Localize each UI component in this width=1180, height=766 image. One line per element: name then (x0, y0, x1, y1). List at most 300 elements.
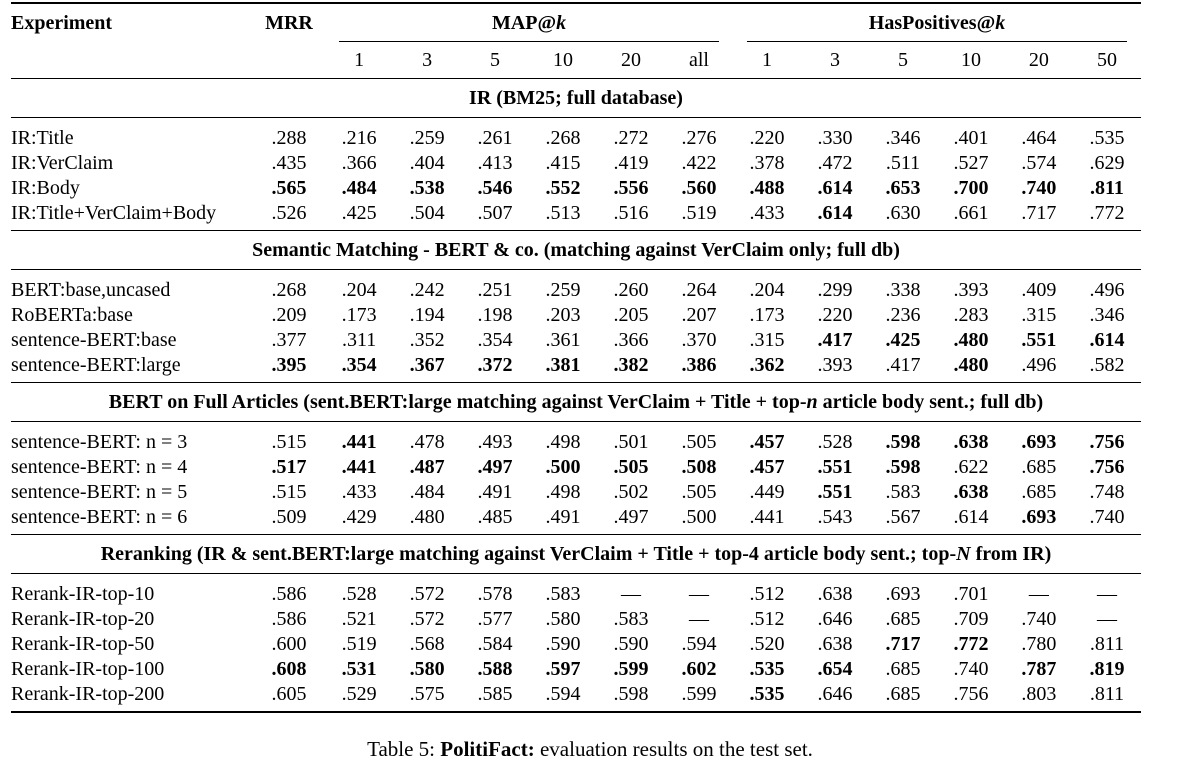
experiment-name: sentence-BERT:large (11, 354, 181, 376)
table-row (11, 574, 1141, 608)
metric-value: .509 (271, 506, 307, 528)
metric-value: .700 (953, 177, 989, 199)
metric-value: .685 (1021, 456, 1057, 478)
metric-value: .614 (817, 202, 853, 224)
header-row-1 (11, 3, 1141, 42)
metric-value: .366 (341, 152, 377, 174)
metric-value: .520 (749, 633, 785, 655)
map-k-header: 5 (490, 48, 501, 71)
metric-value: .717 (885, 633, 921, 655)
hp-k-header: 50 (1096, 48, 1117, 71)
metric-value: .586 (271, 583, 307, 605)
metric-value: .242 (409, 279, 445, 301)
table-body (11, 79, 1141, 713)
metric-value: .504 (409, 202, 445, 224)
metric-value: .315 (1021, 304, 1057, 326)
metric-value: .811 (1089, 633, 1125, 655)
metric-value: .354 (477, 329, 513, 351)
metric-value: — (1096, 583, 1117, 605)
metric-value: .413 (477, 152, 513, 174)
metric-value: .756 (937, 682, 1005, 712)
metric-value: .780 (1021, 633, 1057, 655)
metric-value: .194 (409, 304, 445, 326)
metric-value: .580 (409, 658, 445, 680)
metric-value: .429 (341, 506, 377, 528)
header-spacer (11, 42, 253, 79)
metric-value: .748 (1089, 481, 1125, 503)
metric-value: .521 (341, 608, 377, 630)
metric-value: .315 (749, 329, 785, 351)
metric-value: .597 (545, 658, 581, 680)
metric-value: .288 (271, 127, 307, 149)
metric-value: .531 (341, 658, 377, 680)
map-k-header: 3 (422, 48, 433, 71)
metric-value: .693 (1021, 431, 1057, 453)
metric-value: .236 (885, 304, 921, 326)
header-spacer (253, 42, 325, 79)
section-title-part: Semantic Matching - BERT & co. (matching against VerClaim only; full db) (252, 238, 900, 261)
metric-value: .646 (817, 608, 853, 630)
metric-value: .685 (885, 658, 921, 680)
metric-value: .393 (817, 354, 853, 376)
metric-value: — (621, 583, 642, 605)
section-title (11, 535, 1141, 574)
metric-value: .638 (953, 481, 989, 503)
metric-value: .220 (749, 127, 785, 149)
metric-value: .605 (253, 682, 325, 712)
table-row (11, 455, 1141, 480)
experiment-name: Rerank-IR-top-100 (11, 658, 165, 680)
metric-value: .505 (681, 481, 717, 503)
table-row (11, 422, 1141, 456)
table-row (11, 118, 1141, 152)
table-row (11, 607, 1141, 632)
section-title-part: from IR) (970, 542, 1052, 565)
section-header-row (11, 231, 1141, 270)
table-row (11, 176, 1141, 201)
metric-value: .433 (341, 481, 377, 503)
section-title-part: N (956, 542, 971, 565)
metric-value: .484 (341, 177, 377, 199)
metric-value: .646 (801, 682, 869, 712)
metric-value: .515 (271, 431, 307, 453)
metric-value: .580 (545, 608, 581, 630)
section-title-part: Reranking (IR & sent.BERT:large matching against VerClaim + Title + top-4 article body sent.; top- (100, 542, 957, 565)
metric-value: .740 (953, 658, 989, 680)
experiment-name: IR:Body (11, 177, 80, 199)
metric-value: .585 (461, 682, 529, 712)
section-title-part: article body sent.; full db) (817, 390, 1044, 413)
metric-value: .203 (545, 304, 581, 326)
section-title-part: n (806, 390, 818, 413)
metric-value: .260 (613, 279, 649, 301)
table-row (11, 303, 1141, 328)
metric-value: .276 (681, 127, 717, 149)
metric-value: .598 (885, 456, 921, 478)
experiment-name: sentence-BERT:base (11, 329, 177, 351)
metric-value: .661 (953, 202, 989, 224)
metric-value: .209 (271, 304, 307, 326)
metric-value: .496 (1021, 354, 1057, 376)
metric-value: .546 (477, 177, 513, 199)
metric-value: .198 (477, 304, 513, 326)
metric-value: .362 (749, 354, 785, 376)
metric-value: .173 (341, 304, 377, 326)
metric-value: .299 (817, 279, 853, 301)
metric-value: .543 (817, 506, 853, 528)
metric-value: .409 (1021, 279, 1057, 301)
metric-value: .528 (817, 431, 853, 453)
metric-value: .740 (1021, 608, 1057, 630)
metric-value: .572 (409, 608, 445, 630)
metric-value: .598 (885, 431, 921, 453)
metric-value: .709 (953, 608, 989, 630)
metric-value: .491 (477, 481, 513, 503)
experiment-name: RoBERTa:base (11, 304, 133, 326)
metric-value: .366 (613, 329, 649, 351)
metric-value: .498 (545, 431, 581, 453)
metric-value: .693 (885, 583, 921, 605)
metric-value: .264 (681, 279, 717, 301)
metric-value: .493 (477, 431, 513, 453)
metric-value: .574 (1021, 152, 1057, 174)
metric-value: .717 (1021, 202, 1057, 224)
metric-value: .464 (1021, 127, 1057, 149)
section-title (11, 79, 1141, 118)
metric-value: — (689, 583, 709, 605)
table-row (11, 201, 1141, 231)
metric-value: .352 (409, 329, 445, 351)
map-group-underline (339, 41, 719, 42)
metric-value: .173 (749, 304, 785, 326)
metric-value: .586 (271, 608, 307, 630)
table-row (11, 505, 1141, 535)
metric-value: .425 (885, 329, 921, 351)
metric-value: .512 (749, 608, 785, 630)
results-table (11, 2, 1141, 713)
metric-value: .528 (341, 583, 377, 605)
metric-value: .590 (545, 633, 581, 655)
metric-value: .519 (341, 633, 377, 655)
metric-value: .205 (613, 304, 649, 326)
metric-value: .378 (749, 152, 785, 174)
table-row (11, 270, 1141, 304)
section-title (11, 383, 1141, 422)
metric-value: .251 (477, 279, 513, 301)
experiment-name: sentence-BERT: n = 6 (11, 506, 188, 528)
metric-value: — (689, 608, 709, 630)
metric-value: .535 (733, 682, 801, 712)
caption-prefix: Table 5: (367, 737, 441, 761)
experiment-name: Rerank-IR-top-200 (11, 682, 253, 712)
metric-value: .772 (1089, 202, 1125, 224)
experiment-name: sentence-BERT: n = 3 (11, 431, 188, 453)
experiment-name: IR:VerClaim (11, 152, 114, 174)
hp-k-header: 3 (829, 48, 840, 71)
metric-value: .583 (885, 481, 921, 503)
metric-value: .756 (1089, 456, 1125, 478)
metric-value: .472 (817, 152, 853, 174)
metric-value: .417 (885, 354, 921, 376)
metric-value: .756 (1089, 431, 1125, 453)
metric-value: .259 (545, 279, 581, 301)
metric-value: .513 (545, 202, 581, 224)
metric-value: .268 (545, 127, 581, 149)
metric-value: .819 (1089, 658, 1125, 680)
metric-value: .594 (681, 633, 717, 655)
metric-value: .435 (271, 152, 307, 174)
experiment-name: Rerank-IR-top-50 (11, 633, 155, 655)
metric-value: .311 (341, 329, 377, 351)
metric-value: .216 (341, 127, 377, 149)
map-k-header: 1 (354, 48, 365, 71)
metric-value: .457 (749, 456, 785, 478)
metric-value: .551 (1021, 329, 1057, 351)
metric-value: .449 (749, 481, 785, 503)
metric-value: .638 (817, 583, 853, 605)
metric-value: .441 (749, 506, 785, 528)
metric-value: .568 (409, 633, 445, 655)
metric-value: .401 (953, 127, 989, 149)
metric-value: .578 (477, 583, 513, 605)
metric-value: .614 (817, 177, 853, 199)
metric-value: .516 (613, 202, 649, 224)
metric-value: .599 (613, 658, 649, 680)
metric-value: .422 (681, 152, 717, 174)
table-row (11, 151, 1141, 176)
metric-value: .484 (409, 481, 445, 503)
metric-value: .583 (613, 608, 649, 630)
metric-value: .630 (885, 202, 921, 224)
experiment-name: IR:Title+VerClaim+Body (11, 202, 217, 224)
map-k: k (556, 11, 567, 34)
metric-value: .577 (477, 608, 513, 630)
metric-value: .519 (681, 202, 717, 224)
metric-value: .370 (681, 329, 717, 351)
metric-value: .772 (953, 633, 989, 655)
metric-value: .594 (529, 682, 597, 712)
metric-value: .361 (545, 329, 581, 351)
metric-value: .500 (545, 456, 581, 478)
metric-value: .501 (613, 431, 649, 453)
metric-value: .584 (477, 633, 513, 655)
metric-value: .629 (1089, 152, 1125, 174)
metric-value: .608 (271, 658, 307, 680)
metric-value: .330 (817, 127, 853, 149)
metric-value: .261 (477, 127, 513, 149)
map-k-header: all (689, 48, 709, 71)
metric-value: .505 (681, 431, 717, 453)
metric-value: .567 (885, 506, 921, 528)
metric-value: .393 (953, 279, 989, 301)
metric-value: .404 (409, 152, 445, 174)
experiment-name: sentence-BERT: n = 5 (11, 481, 188, 503)
metric-value: .354 (341, 354, 377, 376)
metric-value: .419 (613, 152, 649, 174)
metric-value: .500 (681, 506, 717, 528)
caption-text: evaluation results on the test set. (534, 737, 813, 761)
metric-value: .599 (665, 682, 733, 712)
metric-value: .207 (681, 304, 717, 326)
map-prefix: MAP@ (491, 11, 557, 34)
metric-value: .478 (409, 431, 445, 453)
metric-value: .346 (885, 127, 921, 149)
hp-k-header: 5 (897, 48, 908, 71)
metric-value: .415 (545, 152, 581, 174)
section-header-row (11, 79, 1141, 118)
metric-value: .395 (271, 354, 307, 376)
metric-value: .622 (953, 456, 989, 478)
table-caption (0, 737, 1180, 762)
metric-value: .565 (271, 177, 307, 199)
metric-value: .502 (613, 481, 649, 503)
metric-value: .582 (1089, 354, 1125, 376)
map-k-header: 20 (621, 48, 642, 71)
metric-value: .511 (885, 152, 921, 174)
metric-value: .588 (477, 658, 513, 680)
metric-value: .685 (869, 682, 937, 712)
metric-value: .386 (681, 354, 717, 376)
metric-value: .614 (953, 506, 989, 528)
metric-value: .526 (271, 202, 307, 224)
metric-value: .583 (545, 583, 581, 605)
metric-value: .685 (1021, 481, 1057, 503)
hp-prefix: HasPositives@ (868, 11, 996, 34)
metric-value: .552 (545, 177, 581, 199)
section-header-row (11, 535, 1141, 574)
table-row (11, 657, 1141, 682)
metric-value: .551 (817, 481, 853, 503)
metric-value: .787 (1021, 658, 1057, 680)
metric-value: .614 (1089, 329, 1125, 351)
map-group-header (325, 3, 733, 42)
metric-value: .480 (953, 329, 989, 351)
metric-value: .535 (749, 658, 785, 680)
metric-value: .638 (817, 633, 853, 655)
metric-value: .575 (393, 682, 461, 712)
metric-value: .377 (271, 329, 307, 351)
metric-value: .497 (613, 506, 649, 528)
metric-value: .572 (409, 583, 445, 605)
header-row-2 (11, 42, 1141, 79)
experiment-name: sentence-BERT: n = 4 (11, 456, 188, 478)
metric-value: .517 (271, 456, 307, 478)
metric-value: .803 (1005, 682, 1073, 712)
metric-value: .480 (409, 506, 445, 528)
metric-value: .811 (1073, 682, 1141, 712)
metric-value: .283 (953, 304, 989, 326)
hp-group-underline (747, 41, 1127, 42)
metric-value: .535 (1089, 127, 1125, 149)
section-title-part: IR (BM25; full database) (469, 86, 683, 109)
metric-value: .441 (341, 456, 377, 478)
metric-value: .529 (325, 682, 393, 712)
experiment-name: Rerank-IR-top-20 (11, 608, 155, 630)
metric-value: .556 (613, 177, 649, 199)
metric-value: .367 (409, 354, 445, 376)
metric-value: .600 (271, 633, 307, 655)
metric-value: .496 (1089, 279, 1125, 301)
caption-dataset: PolitiFact: (440, 737, 535, 761)
metric-value: .268 (271, 279, 307, 301)
metric-value: .487 (409, 456, 445, 478)
metric-value: .598 (597, 682, 665, 712)
metric-value: .381 (545, 354, 581, 376)
metric-value: .204 (341, 279, 377, 301)
table-row (11, 328, 1141, 353)
hp-k-header: 20 (1028, 48, 1049, 71)
metric-value: .433 (749, 202, 785, 224)
mrr-header: MRR (253, 3, 325, 42)
metric-value: .638 (953, 431, 989, 453)
section-header-row (11, 383, 1141, 422)
metric-value: .538 (409, 177, 445, 199)
metric-value: .590 (613, 633, 649, 655)
metric-value: .740 (1089, 506, 1125, 528)
metric-value: .259 (409, 127, 445, 149)
experiment-name: IR:Title (11, 127, 74, 149)
metric-value: .204 (749, 279, 785, 301)
metric-value: .485 (477, 506, 513, 528)
metric-value: .685 (885, 608, 921, 630)
metric-value: .457 (749, 431, 785, 453)
hp-k: k (995, 11, 1006, 34)
table-row (11, 353, 1141, 383)
metric-value: .497 (477, 456, 513, 478)
metric-value: .653 (885, 177, 921, 199)
table-row (11, 480, 1141, 505)
metric-value: .425 (341, 202, 377, 224)
metric-value: .701 (953, 583, 989, 605)
metric-value: .560 (681, 177, 717, 199)
metric-value: .372 (477, 354, 513, 376)
metric-value: .508 (681, 456, 717, 478)
metric-value: .512 (749, 583, 785, 605)
haspositives-group-header (733, 3, 1141, 42)
metric-value: .498 (545, 481, 581, 503)
metric-value: .220 (817, 304, 853, 326)
section-title (11, 231, 1141, 270)
experiment-header: Experiment (11, 3, 253, 42)
map-k-header: 10 (553, 48, 574, 71)
metric-value: — (1028, 583, 1049, 605)
metric-value: .602 (681, 658, 717, 680)
table-row (11, 682, 1141, 712)
metric-value: .507 (477, 202, 513, 224)
hp-k-header: 1 (761, 48, 772, 71)
metric-value: .480 (953, 354, 989, 376)
metric-value: .654 (817, 658, 853, 680)
metric-value: .515 (271, 481, 307, 503)
metric-value: .441 (341, 431, 377, 453)
metric-value: .551 (817, 456, 853, 478)
metric-value: .417 (817, 329, 853, 351)
metric-value: .740 (1021, 177, 1057, 199)
experiment-name: Rerank-IR-top-10 (11, 583, 155, 605)
experiment-name: BERT:base,uncased (11, 279, 171, 301)
metric-value: .346 (1089, 304, 1125, 326)
metric-value: .488 (749, 177, 785, 199)
table-row (11, 632, 1141, 657)
metric-value: .505 (613, 456, 649, 478)
metric-value: .811 (1090, 177, 1124, 199)
hp-k-header: 10 (960, 48, 981, 71)
metric-value: — (1096, 608, 1117, 630)
metric-value: .491 (545, 506, 581, 528)
section-title-part: BERT on Full Articles (sent.BERT:large matching against VerClaim + Title + top- (108, 390, 807, 413)
metric-value: .693 (1021, 506, 1057, 528)
metric-value: .382 (613, 354, 649, 376)
